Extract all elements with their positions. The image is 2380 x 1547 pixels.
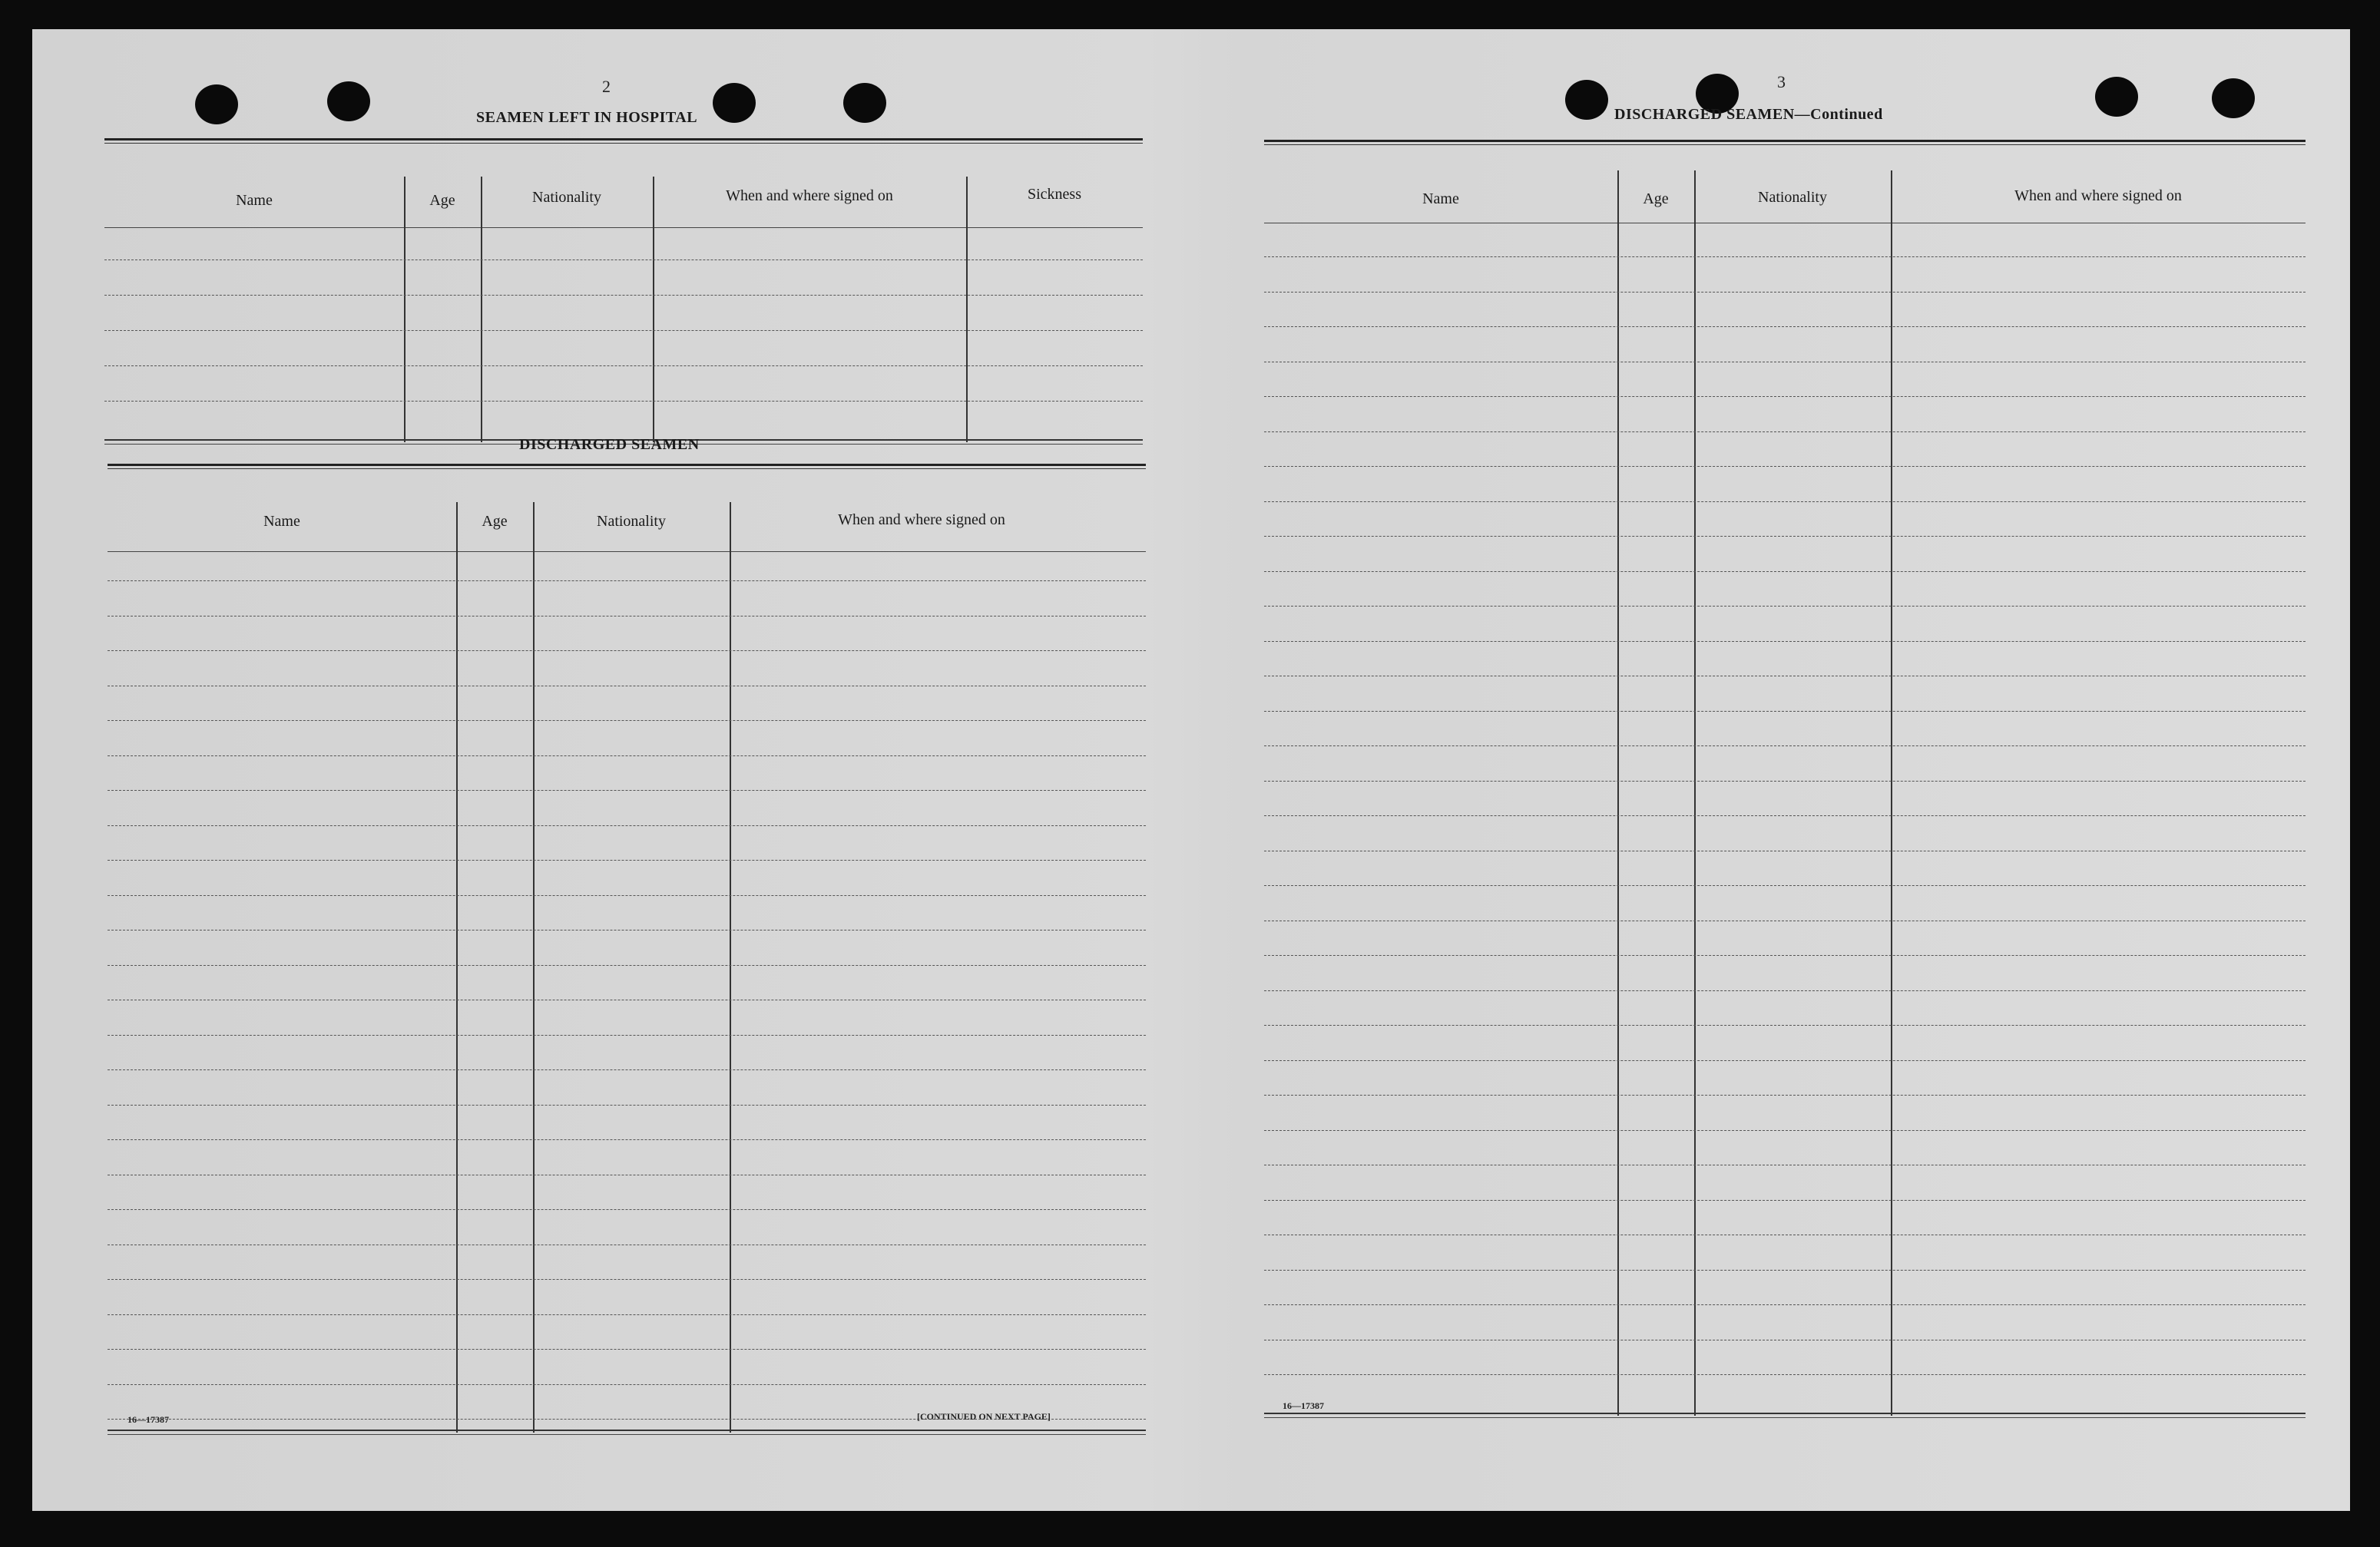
table-top-rule [108,468,1146,469]
column-divider [404,177,405,442]
column-divider [481,177,482,442]
table-bottom-rule [1264,1413,2306,1414]
table-bottom-rule [1264,1417,2306,1418]
entry-line [1264,885,2306,886]
table-bottom-rule [108,1430,1146,1431]
entry-line [108,1209,1146,1210]
form-number-left: 16—17387 [127,1414,169,1425]
entry-line [1264,396,2306,397]
entry-line [1264,431,2306,432]
column-divider [653,177,654,442]
entry-line [1264,641,2306,642]
entry-line [1264,536,2306,537]
punch-hole [1565,80,1608,120]
table-top-rule [104,143,1143,144]
col-header-when-where: When and where signed on [838,511,1005,528]
entry-line [108,1384,1146,1385]
column-divider [1891,170,1892,1416]
discharged-section-title-left: DISCHARGED SEAMEN [519,436,700,453]
column-divider [1694,170,1696,1416]
column-divider [456,502,458,1433]
entry-line [1264,571,2306,572]
col-header-nationality: Nationality [1758,189,1827,206]
column-divider [966,177,968,442]
col-header-name: Name [1422,190,1459,207]
entry-line [108,1035,1146,1036]
form-number-right: 16—17387 [1283,1400,1324,1411]
entry-line [108,720,1146,721]
col-header-when-where: When and where signed on [726,187,893,204]
col-header-age: Age [1643,190,1669,207]
table-bottom-rule [108,1434,1146,1435]
entry-line [1264,815,2306,816]
entry-line [1264,466,2306,467]
entry-line [108,790,1146,791]
discharged-section-title-right [1614,106,1883,124]
entry-line [1264,606,2306,607]
entry-line [104,295,1143,296]
entry-line [1264,1270,2306,1271]
col-header-name: Name [236,192,273,209]
entry-line [1264,501,2306,502]
entry-line [104,259,1143,260]
table-top-rule [1264,144,2306,145]
entry-line [108,860,1146,861]
table-top-rule [104,138,1143,140]
entry-line [1264,292,2306,293]
entry-line [1264,1095,2306,1096]
punch-hole [2212,78,2255,118]
entry-line [104,365,1143,366]
table-top-rule [108,464,1146,466]
entry-line [1264,781,2306,782]
table-top-rule [1264,140,2306,142]
entry-line [108,1105,1146,1106]
entry-line [1264,711,2306,712]
entry-line [108,1139,1146,1140]
section-title-continued: —Continued [1794,106,1883,123]
scanned-form-sheet [32,29,2350,1511]
hospital-table [104,138,1143,445]
entry-line [1264,745,2306,746]
col-header-age: Age [429,192,455,209]
col-header-nationality: Nationality [532,189,601,206]
entry-line [108,1279,1146,1280]
entry-line [1264,990,2306,991]
entry-line [108,825,1146,826]
continued-note: [CONTINUED ON NEXT PAGE] [917,1411,1051,1422]
section-title-main: DISCHARGED SEAMEN [1614,106,1795,123]
punch-hole [195,84,238,124]
punch-hole [843,83,886,123]
entry-line [108,755,1146,756]
col-header-name: Name [263,513,300,530]
entry-line [108,930,1146,931]
column-divider [1617,170,1619,1416]
punch-hole [713,83,756,123]
discharged-table-left [108,464,1146,1440]
column-divider [730,502,731,1433]
col-header-sickness: Sickness [1028,186,1081,203]
page-number-right: 3 [1777,72,1786,91]
entry-line [1264,1060,2306,1061]
entry-line [108,1069,1146,1070]
entry-line [108,965,1146,966]
col-header-when-where: When and where signed on [2014,187,2182,204]
punch-hole [2095,77,2138,117]
col-header-nationality: Nationality [597,513,666,530]
column-divider [533,502,535,1433]
entry-line [108,1349,1146,1350]
punch-hole [327,81,370,121]
entry-line [1264,1130,2306,1131]
entry-line [1264,1025,2306,1026]
discharged-table-right [1264,140,2306,1433]
col-header-age: Age [482,513,508,530]
entry-line [1264,256,2306,257]
entry-line [108,895,1146,896]
entry-line [104,330,1143,331]
entry-line [108,580,1146,581]
header-underline [108,551,1146,552]
hospital-section-title: SEAMEN LEFT IN HOSPITAL [476,109,698,126]
entry-line [1264,1374,2306,1375]
entry-line [1264,1304,2306,1305]
header-underline [104,227,1143,228]
page-number-left: 2 [602,77,611,96]
entry-line [1264,1200,2306,1201]
entry-line [108,650,1146,651]
entry-line [1264,326,2306,327]
entry-line [108,1314,1146,1315]
entry-line [1264,955,2306,956]
entry-line [104,401,1143,402]
